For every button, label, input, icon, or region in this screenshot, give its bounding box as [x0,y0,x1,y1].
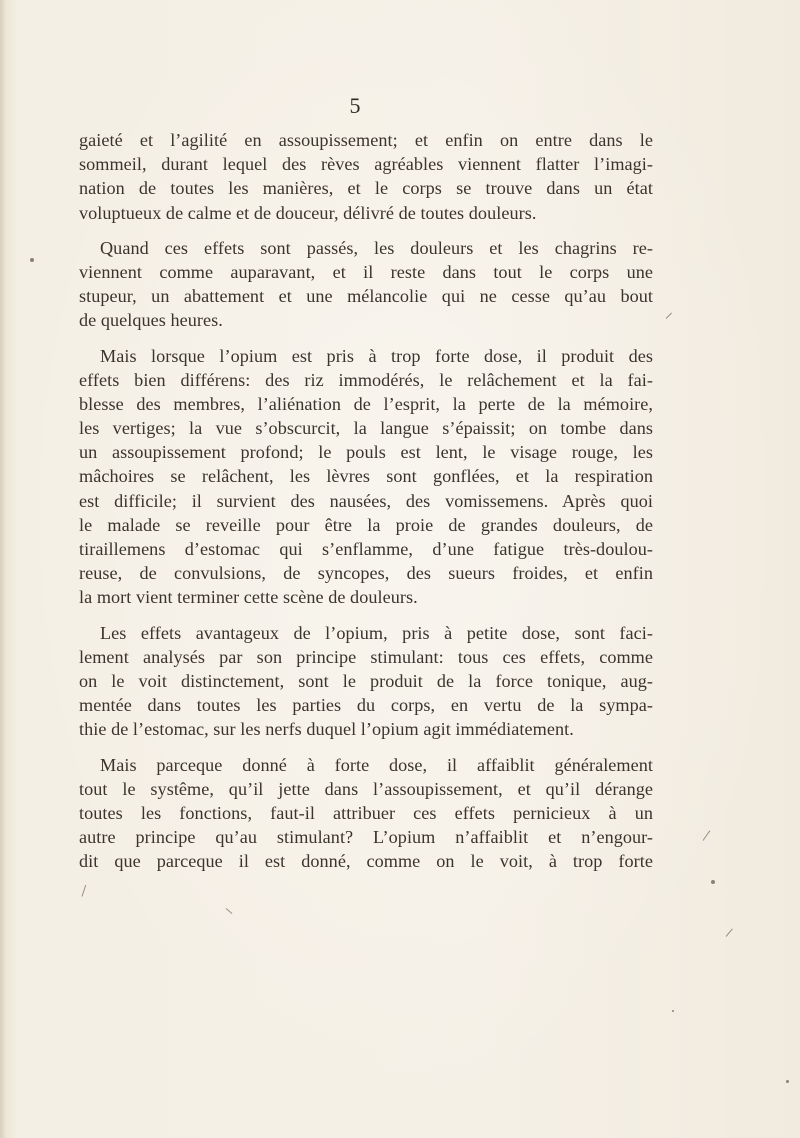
text-line: mentée dans toutes les parties du corps, en vertu de la sympa- [79,695,653,716]
text-line: blesse des membres, l’aliénation de l’esprit, la perte de la mémoire, [79,393,653,414]
scan-stroke-mark [666,312,672,318]
text-line: le malade se reveille pour être la proie de grandes douleurs, de [79,514,653,535]
scan-speck [30,258,34,262]
text-line: Quand ces effets sont passés, les douleurs et les chagrins re- [100,237,653,258]
text-line: gaieté et l’agilité en assoupissement; et enfin on entre dans le [79,130,653,150]
text-line: Les effets avantageux de l’opium, pris à petite dose, sont faci- [100,622,653,643]
text-line: Mais parceque donné à forte dose, il affaiblit généralement [100,754,653,775]
text-line: est difficile; il survient des nausées, des vomissemens. Après quoi [79,490,653,511]
scan-speck [672,1010,674,1012]
scan-stroke-mark [226,908,233,914]
body-text [79,128,653,873]
text-line: on le voit distinctement, sont le produit de la force tonique, aug- [79,670,653,691]
text-line: un assoupissement profond; le pouls est lent, le visage rouge, les [79,442,653,463]
text-line: viennent comme auparavant, et il reste dans tout le corps une [79,261,653,282]
scan-stroke-mark [703,830,711,840]
scan-speck [711,880,715,884]
paragraph-gap [79,742,653,753]
text-line: tiraillemens d’estomac qui s’enflamme, d’une fatigue très-doulou- [79,539,653,559]
text-line: stupeur, un abattement et une mélancolie qui ne cesse qu’au bout [79,286,653,307]
text-line: les vertiges; la vue s’obscurcit, la langue s’épaissit; on tombe dans [79,418,653,439]
text-line: mâchoires se relâchent, les lèvres sont gonflées, et la respiration [79,466,653,487]
text-line: sommeil, durant lequel des rèves agréables viennent flatter l’imagi- [79,154,653,175]
paragraph-gap [79,610,653,621]
text-line: toutes les fonctions, faut-il attribuer ces effets pernicieux à un [79,802,653,823]
scan-stroke-mark [82,885,87,897]
scan-speck [786,1080,789,1083]
text-line: lement analysés par son principe stimulant: tous ces effets, comme [79,646,653,667]
text-line: effets bien différens: des riz immodérés, le relâchement et la fai- [79,369,653,390]
text-line: tout le systême, qu’il jette dans l’assoupissement, et qu’il dérange [79,778,653,799]
text-line: dit que parceque il est donné, comme on le voit, à trop forte [79,851,653,872]
text-line: nation de toutes les manières, et le corps se trouve dans un état [79,178,653,199]
text-line: reuse, de convulsions, de syncopes, des sueurs froides, et enfin [79,563,653,584]
text-line: Mais lorsque l’opium est pris à trop forte dose, il produit des [100,345,653,366]
text-line: autre principe qu’au stimulant? L’opium n’affaiblit et n’engour- [79,827,653,848]
page-edge-shadow [0,0,6,1138]
scan-stroke-mark [726,929,733,937]
paragraph-gap [79,333,653,344]
paragraph-gap [79,225,653,236]
text-line: thie de l’estomac, sur les nerfs duquel l’opium agit immédiatement. [79,719,574,740]
text-line: de quelques heures. [79,310,223,331]
text-line: la mort vient terminer cette scène de douleurs. [79,587,418,608]
page-number: 5 [349,93,361,118]
text-line: voluptueux de calme et de douceur, délivré de toutes douleurs. [79,202,537,223]
